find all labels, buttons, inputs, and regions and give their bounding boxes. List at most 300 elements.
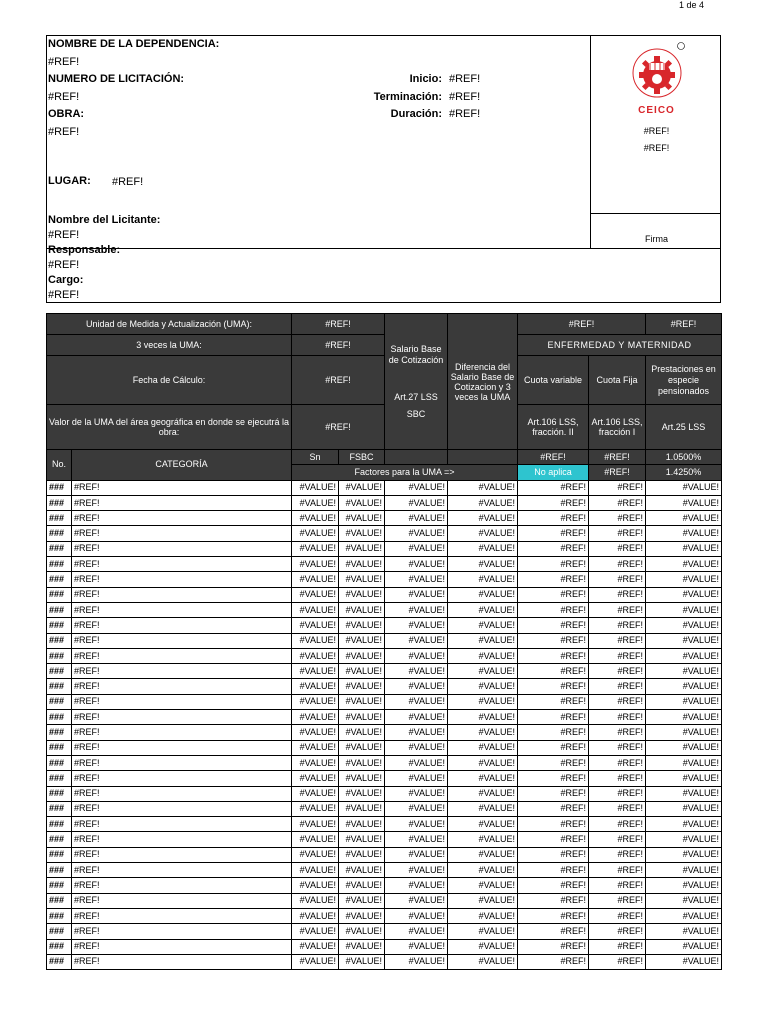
row-categoria: #REF! <box>72 939 292 954</box>
row-value: #VALUE! <box>385 832 448 847</box>
row-value: #REF! <box>589 557 646 572</box>
row-categoria: #REF! <box>72 878 292 893</box>
row-number: ### <box>47 633 72 648</box>
table-row <box>47 939 722 954</box>
row-categoria: #REF! <box>72 893 292 908</box>
row-value: #VALUE! <box>385 801 448 816</box>
row-value: #VALUE! <box>646 924 722 939</box>
row-value: #REF! <box>518 526 589 541</box>
row-value: #REF! <box>518 924 589 939</box>
row-value: #VALUE! <box>339 679 385 694</box>
row-number: ### <box>47 817 72 832</box>
row-value: #REF! <box>589 924 646 939</box>
row-categoria: #REF! <box>72 633 292 648</box>
row-value: #VALUE! <box>646 633 722 648</box>
rate2-pct: 1.4250% <box>646 465 722 480</box>
row-number: ### <box>47 557 72 572</box>
rate2-noaplica: No aplica <box>518 465 589 480</box>
row-value: #VALUE! <box>385 725 448 740</box>
row-value: #VALUE! <box>292 740 339 755</box>
row-value: #REF! <box>589 801 646 816</box>
row-value: #VALUE! <box>385 893 448 908</box>
row-value: #REF! <box>589 664 646 679</box>
row-value: #VALUE! <box>339 725 385 740</box>
row-value: #VALUE! <box>292 679 339 694</box>
row-value: #VALUE! <box>646 679 722 694</box>
row-categoria: #REF! <box>72 480 292 495</box>
table-row <box>47 679 722 694</box>
row-value: #REF! <box>589 526 646 541</box>
table-row <box>47 526 722 541</box>
row-value: #VALUE! <box>646 694 722 709</box>
row-value: #VALUE! <box>339 908 385 923</box>
row-value: #VALUE! <box>385 939 448 954</box>
row-value: #VALUE! <box>339 633 385 648</box>
row-value: #VALUE! <box>646 786 722 801</box>
row-value: #REF! <box>518 633 589 648</box>
row-value: #VALUE! <box>448 954 518 969</box>
row-value: #VALUE! <box>292 893 339 908</box>
empty-cell <box>448 450 518 465</box>
row-value: #VALUE! <box>292 648 339 663</box>
table-row <box>47 771 722 786</box>
row-value: #VALUE! <box>448 587 518 602</box>
sbc-abbr: SBC <box>406 408 426 419</box>
row-categoria: #REF! <box>72 664 292 679</box>
row-value: #VALUE! <box>339 710 385 725</box>
row-value: #REF! <box>589 511 646 526</box>
tres-uma-value: #REF! <box>292 335 385 356</box>
row-number: ### <box>47 480 72 495</box>
header-divider <box>47 248 720 249</box>
row-value: #REF! <box>518 710 589 725</box>
row-value: #VALUE! <box>385 755 448 770</box>
row-value: #VALUE! <box>448 526 518 541</box>
row-value: #VALUE! <box>339 863 385 878</box>
logo-cell <box>590 36 721 214</box>
responsable-value: #REF! <box>48 259 80 271</box>
row-value: #VALUE! <box>448 863 518 878</box>
row-value: #VALUE! <box>292 694 339 709</box>
row-value: #VALUE! <box>646 557 722 572</box>
row-value: #REF! <box>518 939 589 954</box>
row-value: #VALUE! <box>646 878 722 893</box>
row-value: #VALUE! <box>385 557 448 572</box>
row-value: #VALUE! <box>292 572 339 587</box>
row-value: #VALUE! <box>292 924 339 939</box>
row-value: #REF! <box>518 954 589 969</box>
top-ref-2: #REF! <box>646 314 722 335</box>
row-value: #VALUE! <box>646 526 722 541</box>
row-categoria: #REF! <box>72 847 292 862</box>
row-value: #VALUE! <box>385 786 448 801</box>
row-number: ### <box>47 526 72 541</box>
valor-uma-label: Valor de la UMA del área geográfica en donde se ejecutrá la obra: <box>47 405 292 450</box>
table-row <box>47 832 722 847</box>
row-value: #REF! <box>589 847 646 862</box>
row-value: #VALUE! <box>385 511 448 526</box>
table-row <box>47 557 722 572</box>
inicio-value: #REF! <box>449 73 481 85</box>
row-value: #VALUE! <box>292 908 339 923</box>
row-value: #VALUE! <box>292 801 339 816</box>
row-value: #VALUE! <box>646 511 722 526</box>
uma-label: Unidad de Medida y Actualización (UMA): <box>47 314 292 335</box>
row-value: #VALUE! <box>292 710 339 725</box>
row-value: #VALUE! <box>448 495 518 510</box>
categoria-header: CATEGORÍA <box>72 450 292 481</box>
table-row <box>47 755 722 770</box>
row-value: #VALUE! <box>292 511 339 526</box>
row-value: #VALUE! <box>646 648 722 663</box>
row-number: ### <box>47 863 72 878</box>
row-value: #REF! <box>518 893 589 908</box>
rate2-fija: #REF! <box>589 465 646 480</box>
row-value: #REF! <box>589 893 646 908</box>
licitante-value: #REF! <box>48 229 80 241</box>
row-value: #VALUE! <box>448 541 518 556</box>
dependencia-label: NOMBRE DE LA DEPENDENCIA: <box>48 38 220 50</box>
row-value: #REF! <box>518 832 589 847</box>
row-value: #REF! <box>518 878 589 893</box>
row-value: #VALUE! <box>385 618 448 633</box>
licitante-label: Nombre del Licitante: <box>48 214 161 226</box>
row-value: #VALUE! <box>292 587 339 602</box>
row-value: #VALUE! <box>385 664 448 679</box>
row-value: #REF! <box>589 694 646 709</box>
row-value: #VALUE! <box>385 602 448 617</box>
row-value: #VALUE! <box>646 740 722 755</box>
table-row <box>47 863 722 878</box>
row-value: #VALUE! <box>448 694 518 709</box>
row-value: #REF! <box>589 740 646 755</box>
row-value: #VALUE! <box>339 755 385 770</box>
rate1-pct: 1.0500% <box>646 450 722 465</box>
row-value: #REF! <box>589 755 646 770</box>
row-value: #VALUE! <box>339 648 385 663</box>
row-number: ### <box>47 602 72 617</box>
fecha-label: Fecha de Cálculo: <box>47 356 292 405</box>
row-value: #VALUE! <box>339 557 385 572</box>
row-number: ### <box>47 664 72 679</box>
row-value: #REF! <box>518 541 589 556</box>
row-value: #VALUE! <box>448 725 518 740</box>
row-value: #VALUE! <box>339 740 385 755</box>
uma-value: #REF! <box>292 314 385 335</box>
row-value: #VALUE! <box>646 495 722 510</box>
row-value: #VALUE! <box>385 863 448 878</box>
row-value: #VALUE! <box>339 924 385 939</box>
row-value: #VALUE! <box>448 847 518 862</box>
logo-ref-1: #REF! <box>643 126 670 136</box>
row-number: ### <box>47 832 72 847</box>
row-value: #VALUE! <box>646 954 722 969</box>
row-value: #VALUE! <box>646 863 722 878</box>
row-value: #REF! <box>518 480 589 495</box>
row-value: #VALUE! <box>339 587 385 602</box>
row-value: #VALUE! <box>646 817 722 832</box>
empty-cell <box>385 450 448 465</box>
row-categoria: #REF! <box>72 924 292 939</box>
row-value: #VALUE! <box>292 954 339 969</box>
sbc-art: Art.27 LSS <box>394 391 438 402</box>
row-categoria: #REF! <box>72 694 292 709</box>
row-value: #REF! <box>589 618 646 633</box>
row-value: #REF! <box>589 572 646 587</box>
row-categoria: #REF! <box>72 954 292 969</box>
table-row <box>47 908 722 923</box>
row-value: #VALUE! <box>339 664 385 679</box>
row-value: #REF! <box>518 755 589 770</box>
row-categoria: #REF! <box>72 526 292 541</box>
valor-uma-value: #REF! <box>292 405 385 450</box>
row-value: #VALUE! <box>646 541 722 556</box>
row-value: #VALUE! <box>385 847 448 862</box>
header-box <box>46 35 721 303</box>
row-value: #VALUE! <box>385 740 448 755</box>
row-value: #REF! <box>589 863 646 878</box>
sbc-header: Salario Base de Cotización <box>388 343 444 365</box>
obra-value: #REF! <box>48 126 80 138</box>
table-row <box>47 725 722 740</box>
row-value: #REF! <box>518 786 589 801</box>
row-value: #VALUE! <box>385 924 448 939</box>
row-value: #REF! <box>518 740 589 755</box>
row-categoria: #REF! <box>72 648 292 663</box>
table-row <box>47 924 722 939</box>
row-value: #VALUE! <box>448 908 518 923</box>
row-value: #VALUE! <box>292 939 339 954</box>
row-value: #VALUE! <box>385 878 448 893</box>
row-value: #REF! <box>518 618 589 633</box>
row-categoria: #REF! <box>72 679 292 694</box>
duracion-label: Duración: <box>390 108 442 120</box>
row-value: #REF! <box>518 771 589 786</box>
table-row <box>47 511 722 526</box>
table-row <box>47 954 722 969</box>
row-categoria: #REF! <box>72 786 292 801</box>
row-value: #VALUE! <box>385 817 448 832</box>
row-value: #REF! <box>518 664 589 679</box>
row-value: #VALUE! <box>339 817 385 832</box>
row-number: ### <box>47 495 72 510</box>
table-row <box>47 572 722 587</box>
table-row <box>47 740 722 755</box>
row-value: #REF! <box>589 817 646 832</box>
row-value: #VALUE! <box>385 572 448 587</box>
row-number: ### <box>47 679 72 694</box>
row-categoria: #REF! <box>72 557 292 572</box>
row-value: #VALUE! <box>385 480 448 495</box>
row-value: #REF! <box>589 786 646 801</box>
row-value: #VALUE! <box>292 480 339 495</box>
row-value: #VALUE! <box>385 679 448 694</box>
row-value: #VALUE! <box>646 618 722 633</box>
row-value: #VALUE! <box>292 541 339 556</box>
row-number: ### <box>47 710 72 725</box>
row-value: #VALUE! <box>292 495 339 510</box>
row-value: #VALUE! <box>385 771 448 786</box>
logo-text: CEICO <box>638 105 675 116</box>
tres-uma-label: 3 veces la UMA: <box>47 335 292 356</box>
lugar-label: LUGAR: <box>48 175 91 187</box>
cuotas-table <box>46 313 722 970</box>
row-value: #VALUE! <box>448 832 518 847</box>
table-row <box>47 694 722 709</box>
row-value: #REF! <box>589 541 646 556</box>
row-value: #VALUE! <box>339 694 385 709</box>
row-value: #VALUE! <box>646 908 722 923</box>
row-categoria: #REF! <box>72 817 292 832</box>
row-value: #VALUE! <box>292 557 339 572</box>
row-value: #VALUE! <box>339 511 385 526</box>
row-value: #REF! <box>589 633 646 648</box>
row-value: #VALUE! <box>339 495 385 510</box>
diferencia-header: Diferencia del Salario Base de Cotizacion y 3 veces la UMA <box>448 314 518 450</box>
art106-i: Art.106 LSS, fracción I <box>589 405 646 450</box>
row-value: #VALUE! <box>448 939 518 954</box>
row-value: #VALUE! <box>448 740 518 755</box>
row-categoria: #REF! <box>72 710 292 725</box>
row-value: #REF! <box>518 908 589 923</box>
row-number: ### <box>47 954 72 969</box>
row-value: #REF! <box>589 648 646 663</box>
row-value: #VALUE! <box>292 755 339 770</box>
cargo-value: #REF! <box>48 289 80 301</box>
rate1-fija: #REF! <box>589 450 646 465</box>
terminacion-value: #REF! <box>449 91 481 103</box>
fecha-value: #REF! <box>292 356 385 405</box>
row-value: #VALUE! <box>448 771 518 786</box>
table-row <box>47 664 722 679</box>
table-row <box>47 801 722 816</box>
row-value: #VALUE! <box>646 893 722 908</box>
row-value: #REF! <box>518 572 589 587</box>
obra-label: OBRA: <box>48 108 85 120</box>
row-value: #VALUE! <box>646 755 722 770</box>
row-value: #VALUE! <box>646 939 722 954</box>
row-value: #VALUE! <box>646 801 722 816</box>
row-number: ### <box>47 541 72 556</box>
row-number: ### <box>47 771 72 786</box>
table-row <box>47 893 722 908</box>
row-value: #VALUE! <box>646 771 722 786</box>
row-value: #VALUE! <box>385 954 448 969</box>
row-value: #REF! <box>589 725 646 740</box>
table-row <box>47 847 722 862</box>
row-value: #REF! <box>589 679 646 694</box>
row-value: #VALUE! <box>292 847 339 862</box>
row-categoria: #REF! <box>72 908 292 923</box>
row-number: ### <box>47 847 72 862</box>
page-number: 1 de 4 <box>678 0 704 10</box>
row-categoria: #REF! <box>72 755 292 770</box>
row-value: #VALUE! <box>448 878 518 893</box>
row-number: ### <box>47 939 72 954</box>
row-value: #REF! <box>589 480 646 495</box>
row-value: #VALUE! <box>448 618 518 633</box>
sn-header: Sn <box>292 450 339 465</box>
row-number: ### <box>47 725 72 740</box>
row-value: #VALUE! <box>339 786 385 801</box>
row-value: #VALUE! <box>339 832 385 847</box>
rate1-ref: #REF! <box>518 450 589 465</box>
row-value: #REF! <box>589 710 646 725</box>
table-row <box>47 541 722 556</box>
row-value: #VALUE! <box>385 908 448 923</box>
row-number: ### <box>47 587 72 602</box>
table-row <box>47 710 722 725</box>
row-value: #REF! <box>518 511 589 526</box>
row-value: #VALUE! <box>339 618 385 633</box>
row-value: #VALUE! <box>448 710 518 725</box>
firma-cell <box>590 214 721 248</box>
table-row <box>47 495 722 510</box>
prestaciones: Prestaciones en especie pensionados <box>646 356 722 405</box>
row-value: #VALUE! <box>339 954 385 969</box>
row-value: #VALUE! <box>339 602 385 617</box>
no-header: No. <box>47 450 72 481</box>
row-value: #REF! <box>518 557 589 572</box>
row-value: #VALUE! <box>448 572 518 587</box>
row-value: #VALUE! <box>292 863 339 878</box>
row-categoria: #REF! <box>72 602 292 617</box>
top-ref-1: #REF! <box>518 314 646 335</box>
row-value: #REF! <box>589 878 646 893</box>
row-value: #VALUE! <box>385 710 448 725</box>
table-row <box>47 648 722 663</box>
row-value: #REF! <box>518 602 589 617</box>
cuota-variable: Cuota variable <box>518 356 589 405</box>
ceico-logo-icon <box>622 40 692 102</box>
row-value: #REF! <box>518 587 589 602</box>
row-value: #VALUE! <box>448 924 518 939</box>
row-value: #VALUE! <box>292 832 339 847</box>
row-value: #VALUE! <box>448 633 518 648</box>
row-value: #REF! <box>589 771 646 786</box>
row-value: #VALUE! <box>646 602 722 617</box>
row-value: #VALUE! <box>448 893 518 908</box>
art106-ii: Art.106 LSS, fracción. II <box>518 405 589 450</box>
row-value: #VALUE! <box>448 817 518 832</box>
row-value: #VALUE! <box>646 480 722 495</box>
factores-label: Factores para la UMA => <box>292 465 518 480</box>
row-number: ### <box>47 786 72 801</box>
row-number: ### <box>47 740 72 755</box>
row-number: ### <box>47 924 72 939</box>
licitacion-label: NUMERO DE LICITACIÓN: <box>48 73 185 85</box>
row-value: #VALUE! <box>448 648 518 663</box>
row-value: #VALUE! <box>385 633 448 648</box>
row-value: #VALUE! <box>385 694 448 709</box>
duracion-value: #REF! <box>449 108 481 120</box>
row-value: #VALUE! <box>448 557 518 572</box>
row-value: #REF! <box>589 832 646 847</box>
row-value: #REF! <box>518 648 589 663</box>
row-value: #REF! <box>518 801 589 816</box>
row-value: #REF! <box>589 939 646 954</box>
row-value: #VALUE! <box>292 526 339 541</box>
row-categoria: #REF! <box>72 495 292 510</box>
row-value: #VALUE! <box>646 725 722 740</box>
row-number: ### <box>47 908 72 923</box>
row-value: #VALUE! <box>646 664 722 679</box>
row-value: #VALUE! <box>339 526 385 541</box>
firma-label: Firma <box>645 234 668 244</box>
table-row <box>47 602 722 617</box>
inicio-label: Inicio: <box>409 73 442 85</box>
row-value: #REF! <box>589 908 646 923</box>
